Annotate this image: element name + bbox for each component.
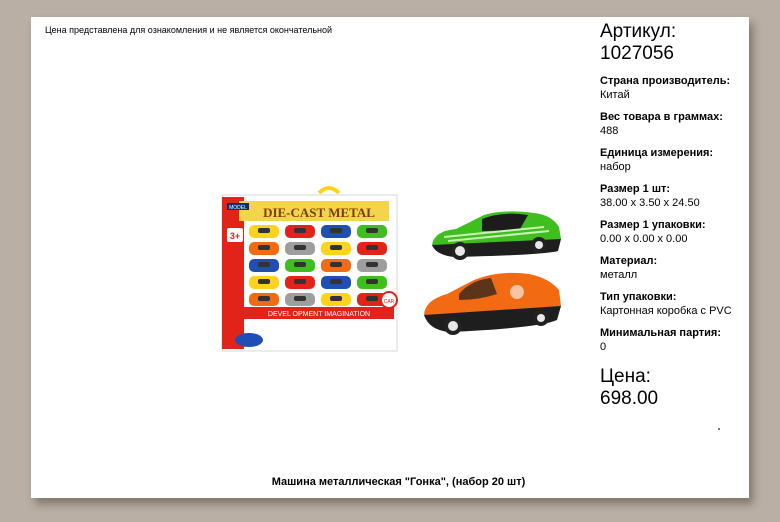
tray-car-icon bbox=[249, 225, 279, 238]
package-title: DIE-CAST METAL bbox=[263, 205, 375, 220]
tray-car-icon bbox=[357, 259, 387, 272]
tray-car-icon bbox=[321, 276, 351, 289]
spec-label: Материал: bbox=[600, 255, 658, 267]
spec-label: Вес товара в граммах: bbox=[600, 111, 723, 123]
sku-value: 1027056 bbox=[600, 43, 674, 64]
tray-car-icon bbox=[249, 259, 279, 272]
spec-value: набор bbox=[600, 161, 631, 173]
sku-label: Артикул: bbox=[600, 21, 677, 42]
catalog-sheet bbox=[31, 17, 749, 498]
spec-label: Тип упаковки: bbox=[600, 291, 677, 303]
tray-car-icon bbox=[357, 276, 387, 289]
sku-block bbox=[600, 21, 745, 65]
tray-car-icon bbox=[285, 293, 315, 306]
package-box-illustration bbox=[222, 188, 397, 351]
spec-value: 38.00 x 3.50 x 24.50 bbox=[600, 197, 700, 209]
package-side-badge: CAR bbox=[383, 299, 395, 305]
tray-car-icon bbox=[285, 276, 315, 289]
spec-item bbox=[600, 218, 745, 246]
spec-label: Единица измерения: bbox=[600, 147, 714, 159]
package-age-badge: 3+ bbox=[229, 231, 241, 241]
spec-list bbox=[600, 74, 745, 354]
spec-item bbox=[600, 74, 745, 102]
tray-car-icon bbox=[249, 293, 279, 306]
tray-car-icon bbox=[321, 259, 351, 272]
spec-value: Картонная коробка с PVC bbox=[600, 305, 732, 317]
tray-car-icon bbox=[321, 225, 351, 238]
spec-value: 0.00 x 0.00 x 0.00 bbox=[600, 233, 688, 245]
orange-car-illustration bbox=[424, 273, 561, 335]
package-subtitle: DEVEL OPMENT IMAGINATION bbox=[267, 311, 371, 318]
tray-car-icon bbox=[321, 242, 351, 255]
tray-car-icon bbox=[285, 259, 315, 272]
tray-car-icon bbox=[249, 242, 279, 255]
spec-label: Размер 1 упаковки: bbox=[600, 219, 706, 231]
spec-item bbox=[600, 326, 745, 354]
spec-label: Минимальная партия: bbox=[600, 327, 721, 339]
spec-value: 0 bbox=[600, 341, 607, 353]
price-value: 698.00 bbox=[600, 388, 659, 409]
decorative-dot bbox=[718, 428, 720, 430]
spec-value: 488 bbox=[600, 125, 619, 137]
tray-car-icon bbox=[249, 276, 279, 289]
price-label: Цена: bbox=[600, 366, 651, 387]
spec-value: металл bbox=[600, 269, 638, 281]
product-specs bbox=[600, 21, 745, 410]
spec-item bbox=[600, 110, 745, 138]
green-car-illustration bbox=[432, 211, 561, 260]
tray-car-icon bbox=[357, 242, 387, 255]
spec-item bbox=[600, 146, 745, 174]
spec-label: Размер 1 шт: bbox=[600, 183, 671, 195]
tray-car-icon bbox=[321, 293, 351, 306]
product-title: Машина металлическая "Гонка", (набор 20 шт) bbox=[271, 476, 526, 488]
tray-car-icon bbox=[285, 242, 315, 255]
tray-car-icon bbox=[357, 225, 387, 238]
tray-car-icon bbox=[285, 225, 315, 238]
price-disclaimer: Цена представлена для ознакомления и не является окончательной bbox=[45, 25, 333, 35]
spec-item bbox=[600, 290, 745, 318]
product-image bbox=[219, 185, 589, 365]
spec-item bbox=[600, 254, 745, 282]
spec-label: Страна производитель: bbox=[600, 75, 731, 87]
spec-value: Китай bbox=[600, 89, 630, 101]
price-block bbox=[600, 366, 745, 410]
package-brand-label: MODEL bbox=[229, 205, 247, 211]
spec-item bbox=[600, 182, 745, 210]
